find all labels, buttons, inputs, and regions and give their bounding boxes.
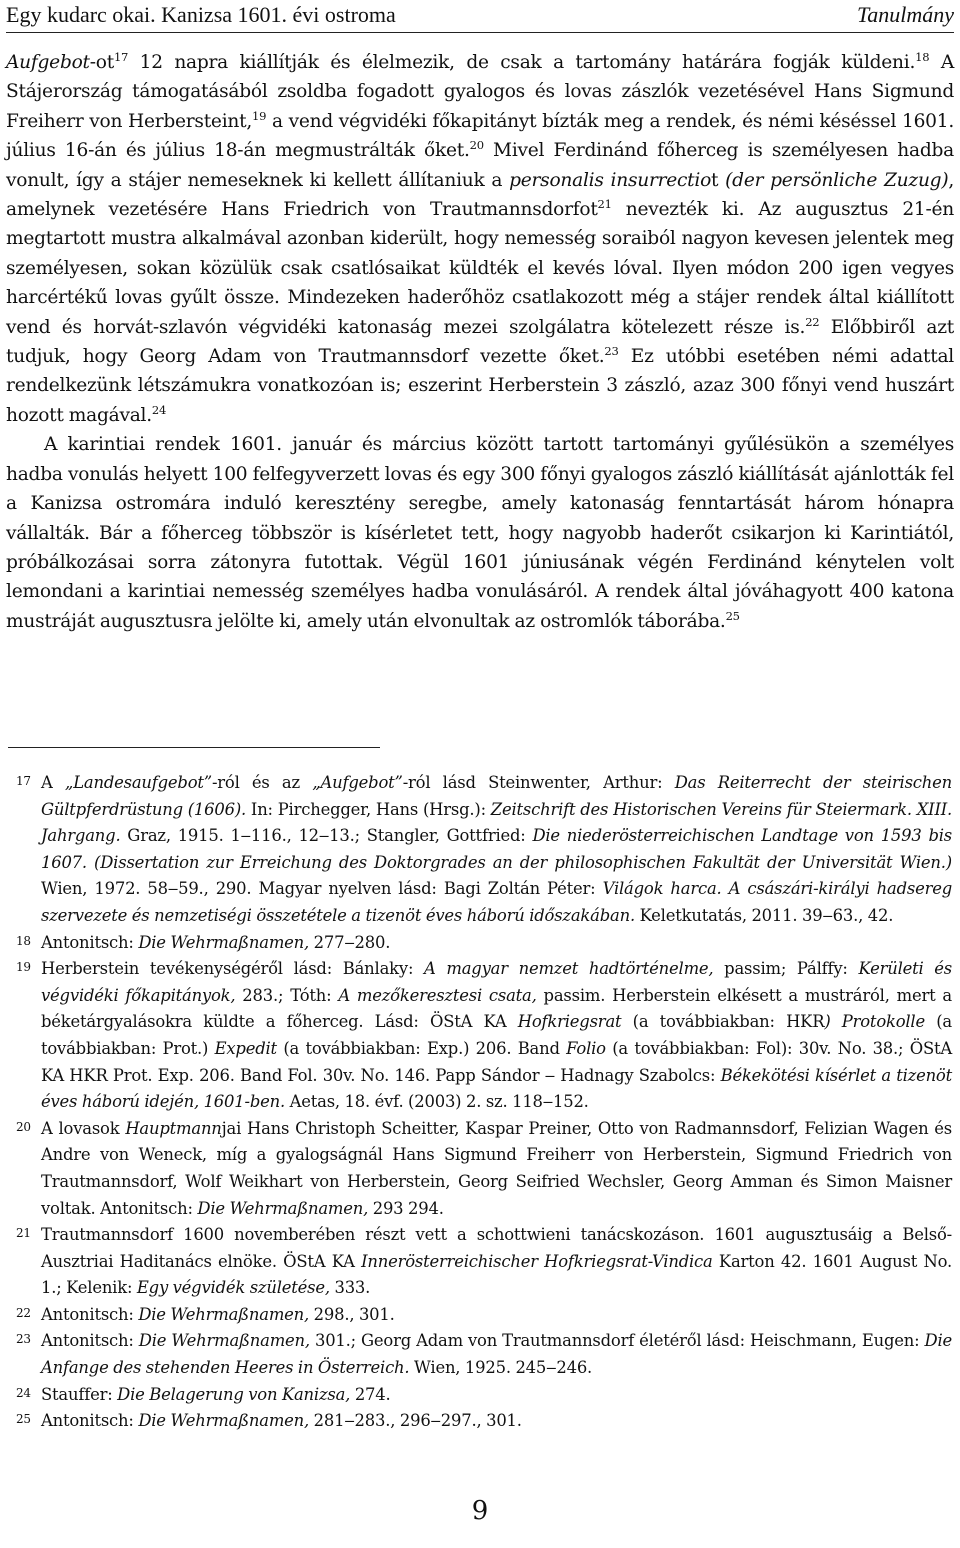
footnote-24 bbox=[6, 1382, 952, 1409]
header-section-label: Tanulmány bbox=[857, 2, 954, 27]
footnote-text: Wien, 1972. 58‒59., 290. Magyar nyelven lásd: Bagi Zoltán Péter: bbox=[41, 879, 603, 899]
paragraph bbox=[6, 48, 954, 430]
footnote-italic-text: Die Wehrmaßnamen, bbox=[138, 932, 310, 952]
text-run: 12 napra kiállítják és élelmezik, de csak a tartomány határára fogják küldeni. bbox=[128, 52, 916, 73]
footnote-text: Stauffer: bbox=[41, 1384, 118, 1404]
footnote-italic-text: Hauptmann bbox=[125, 1118, 222, 1138]
footnote-21 bbox=[6, 1222, 952, 1302]
footnote-divider bbox=[8, 747, 380, 748]
footnote-italic-text: Die Wehrmaßnamen, bbox=[138, 1331, 310, 1351]
footnote-number: 22 bbox=[16, 1305, 31, 1320]
footnote-number: 23 bbox=[16, 1332, 31, 1347]
footnote-text: Karton 42. 1601 August No. 1.; Kelenik: bbox=[41, 1251, 952, 1298]
footnotes bbox=[6, 770, 952, 1435]
footnote-italic-text: Folio bbox=[566, 1038, 606, 1058]
footnote-text: Wien, 1925. 245‒246. bbox=[409, 1358, 593, 1378]
footnote-text: In: Pirchegger, Hans (Hrsg.): bbox=[246, 799, 491, 819]
footnote-text: Antonitsch: bbox=[41, 1304, 139, 1324]
footnote-italic-text: Expedit bbox=[214, 1038, 277, 1058]
footnote-number: 18 bbox=[16, 933, 31, 948]
footnote-number: 24 bbox=[16, 1385, 31, 1400]
footnote-italic-text: Világok harca. A császári-királyi hadsereg szervezete és nemzetiségi összetétele a tizenöt éves háború időszakában. bbox=[41, 879, 952, 925]
footnote-text: 283.; Tóth: bbox=[235, 985, 339, 1005]
footnote-23 bbox=[6, 1328, 952, 1381]
italic-term: Aufgebot bbox=[6, 52, 90, 73]
footnote-text: -ról lásd Steinwenter, Arthur: bbox=[402, 773, 675, 792]
footnote-italic-text: „Aufgebot” bbox=[312, 773, 403, 792]
footnote-text: Antonitsch: bbox=[41, 1411, 139, 1431]
running-header bbox=[6, 2, 954, 33]
text-run: A Stájerország támogatásából zsoldba fogadott gyalogos és lovas zászlók vezetésével Hans Sigmund Freiherr von Herbersteint, bbox=[6, 52, 954, 132]
footnote-italic-text: Die Wehrmaßnamen, bbox=[138, 1304, 310, 1324]
footnote-17 bbox=[6, 770, 952, 930]
footnote-ref[interactable]: 25 bbox=[725, 608, 740, 623]
footnote-text: Antonitsch: bbox=[41, 932, 139, 952]
footnote-ref[interactable]: 19 bbox=[252, 108, 267, 123]
footnote-text: (a továbbiakban: HKR bbox=[621, 1012, 825, 1032]
text-run: t bbox=[711, 169, 726, 191]
footnote-19 bbox=[6, 956, 952, 1116]
footnote-ref[interactable]: 21 bbox=[597, 196, 612, 211]
page-number: 9 bbox=[471, 1496, 489, 1526]
italic-term: personalis insurrectio bbox=[509, 169, 712, 191]
footnote-italic-text: Innerösterreichischer Hofkriegsrat-Vindica bbox=[361, 1251, 713, 1271]
footnote-italic-text: Zeitschrift des Historischen Vereins für Steiermark. XIII. Jahrgang. bbox=[41, 799, 952, 846]
footnote-25 bbox=[6, 1408, 952, 1435]
footnote-text: A lovasok bbox=[41, 1118, 126, 1138]
footnote-22 bbox=[6, 1302, 952, 1329]
italic-term: (der persönliche Zuzug) bbox=[725, 169, 949, 191]
footnote-ref[interactable]: 18 bbox=[915, 49, 930, 64]
header-title: Egy kudarc okai. Kanizsa 1601. évi ostroma bbox=[6, 2, 396, 27]
footnote-italic-text: A mezőkeresztesi csata, bbox=[338, 985, 537, 1005]
footnote-text: Antonitsch: bbox=[41, 1331, 139, 1351]
footnote-text: -ról és az bbox=[211, 773, 313, 792]
footnote-italic-text: Kerületi és végvidéki főkapitányok, bbox=[41, 959, 952, 1005]
text-run: Előbbiről azt tudjuk, hogy Georg Adam von Trautmannsdorf vezette őket. bbox=[6, 316, 954, 368]
footnote-text: 277‒280. bbox=[309, 932, 391, 952]
footnote-text: jai Hans Christoph Scheitter, Kaspar Preiner, Otto von Radmannsdorf, Felizian Wagen és Andre von Weneck, míg a gyalogságnál Hans Sigmund Freiherr von Herberstein, Sigmund Friedrich von Trautmannsdorf, Wolf Weikhart von Herberstein, Georg Seifried Wechsler, Georg Amman és Simon Maisner voltak. Antonitsch: bbox=[41, 1118, 953, 1218]
footnote-text: A bbox=[41, 773, 65, 792]
text-run: -ot bbox=[89, 52, 114, 73]
footnote-text: 301.; Georg Adam von Trautmannsdorf életéről lásd: Heischmann, Eugen: bbox=[309, 1331, 925, 1351]
footnote-ref[interactable]: 20 bbox=[469, 138, 484, 153]
footnote-20 bbox=[6, 1116, 952, 1222]
footnote-italic-text: Die Wehrmaßnamen, bbox=[138, 1411, 310, 1431]
footnote-text: 274. bbox=[350, 1384, 391, 1404]
footnote-text: (a továbbiakban: Fol): 30v. No. 38.; ÖStA KA HKR Prot. Exp. 206. Band Fol. 30v. No. 146. Papp Sándor ‒ Hadnagy Szabolcs: bbox=[41, 1038, 953, 1085]
footnote-ref[interactable]: 22 bbox=[805, 314, 820, 329]
text-run: , amelynek vezetésére Hans Friedrich von Trautmannsdorfot bbox=[6, 169, 955, 221]
main-text bbox=[6, 48, 954, 636]
text-run: Mivel Ferdinánd főherceg is személyesen hadba vonult, így a stájer nemeseknek ki kellett állítaniuk a bbox=[6, 140, 954, 191]
footnote-number: 25 bbox=[16, 1412, 31, 1427]
footnote-text: 293 294. bbox=[368, 1198, 444, 1218]
footnote-text: Aetas, 18. évf. (2003) 2. sz. 118‒152. bbox=[284, 1092, 589, 1112]
footnote-text: Herberstein tevékenységéről lásd: Bánlaky: bbox=[41, 959, 425, 979]
footnote-text: (a továbbiakban: Prot.) bbox=[41, 1012, 952, 1058]
footnote-text: passim. Herberstein elkésett a mustráról, mert a béketárgyalásokra küldte a főherceg. Lásd: ÖStA KA bbox=[41, 985, 952, 1032]
footnote-italic-text: Die Belagerung von Kanizsa, bbox=[117, 1384, 351, 1404]
footnote-text: 298., 301. bbox=[309, 1304, 395, 1324]
footnote-number: 21 bbox=[16, 1226, 31, 1241]
footnote-italic-text: Békekötési kísérlet a tizenöt éves háború idején, 1601-ben. bbox=[41, 1065, 952, 1112]
text-run: a vend végvidéki főkapitányt bízták meg a rendek, és némi késéssel 1601. július 16-án és július 18-án megmustrálták őket. bbox=[6, 110, 954, 162]
footnote-ref[interactable]: 24 bbox=[151, 402, 167, 417]
footnote-number: 17 bbox=[16, 774, 31, 788]
text-run: Ez utóbbi esetében némi adattal rendelkezünk létszámukra vonatkozóan is; eszerint Herberstein 3 zászló, azaz 300 főnyi vend huszárt hozott magával. bbox=[6, 346, 954, 426]
footnote-italic-text: „Landesaufgebot” bbox=[64, 773, 212, 792]
footnote-text: passim; Pálffy: bbox=[713, 959, 859, 979]
text-run: A karintiai rendek 1601. január és március között tartott tartományi gyűlésükön a személyes hadba vonulás helyett 100 felfegyverzett lovas és egy 300 főnyi gyalogos zászló kiállítását ajánlották fel a Kanizsa ostromára induló keresztény seregbe, amely katonaság fenntartását három hónapra vállalták. Bár a főherceg többször is kísérletet tett, hogy nagyobb haderőt csikarjon ki Karintiától, próbálkozásai sorra zátonyra futottak. Végül 1601 júniusának végén Ferdinánd kénytelen volt lemondani a karintiai nemesség személyes hadba vonulásáról. A rendek által jóváhagyott 400 katona mustráját augusztusra jelölte ki, amely után elvonultak az ostromlók táborába. bbox=[6, 434, 954, 632]
footnote-text: 333. bbox=[329, 1278, 371, 1298]
footnote-text: 281‒283., 296‒297., 301. bbox=[309, 1411, 522, 1431]
footnote-number: 19 bbox=[16, 960, 31, 975]
footnote-ref[interactable]: 17 bbox=[113, 49, 129, 64]
text-run: nevezték ki. Az augusztus 21-én megtartott mustra alkalmával azonban kiderült, hogy nemesség soraiból nagyon kevesen jelentek meg személyesen, sokan közülük csak csatlósaikat küldték el kevés lóval. Ilyen módon 200 igen vegyes harcértékű lovas gyűlt össze. Mindezeken haderőhöz csatlakozott még a stájer rendek által kiállított vend és horvát-szlavón végvidéki katonaság mezei szolgálatra kötelezett része is. bbox=[6, 199, 954, 338]
footnote-text: Keletkutatás, 2011. 39‒63., 42. bbox=[634, 905, 894, 925]
footnote-text: Graz, 1915. 1‒116., 12‒13.; Stangler, Gottfried: bbox=[120, 826, 533, 846]
footnote-number: 20 bbox=[16, 1119, 31, 1134]
footnote-ref[interactable]: 23 bbox=[604, 343, 619, 358]
footnote-italic-text: A magyar nemzet hadtörténelme, bbox=[424, 959, 714, 979]
footnote-text: (a továbbiakban: Exp.) 206. Band bbox=[276, 1038, 567, 1058]
footnote-italic-text: Das Reiterrecht der steirischen Gültpferdrüstung (1606). bbox=[41, 773, 952, 819]
footnote-italic-text: Die Wehrmaßnamen, bbox=[197, 1198, 369, 1218]
paragraph bbox=[6, 430, 954, 636]
footnote-text: Trautmannsdorf 1600 novemberében részt vett a schottwieni tanácskozáson. 1601 augusztusáig a Belső-Ausztriai Haditanács elnöke. ÖStA KA bbox=[41, 1225, 952, 1271]
footnote-18 bbox=[6, 930, 952, 957]
footnote-italic-text: Die niederösterreichischen Landtage von 1593 bis 1607. (Dissertation zur Erreichung des Doktorgrades an der philosophischen Fakultät der Universität Wien.) bbox=[41, 826, 953, 872]
footnote-italic-text: Hofkriegsrat bbox=[517, 1012, 622, 1032]
footnote-italic-text: Die Anfange des stehenden Heeres in Österreich. bbox=[41, 1331, 952, 1378]
footnote-italic-text: ) Protokolle bbox=[824, 1012, 925, 1032]
footnote-italic-text: Egy végvidék születése, bbox=[136, 1278, 330, 1298]
